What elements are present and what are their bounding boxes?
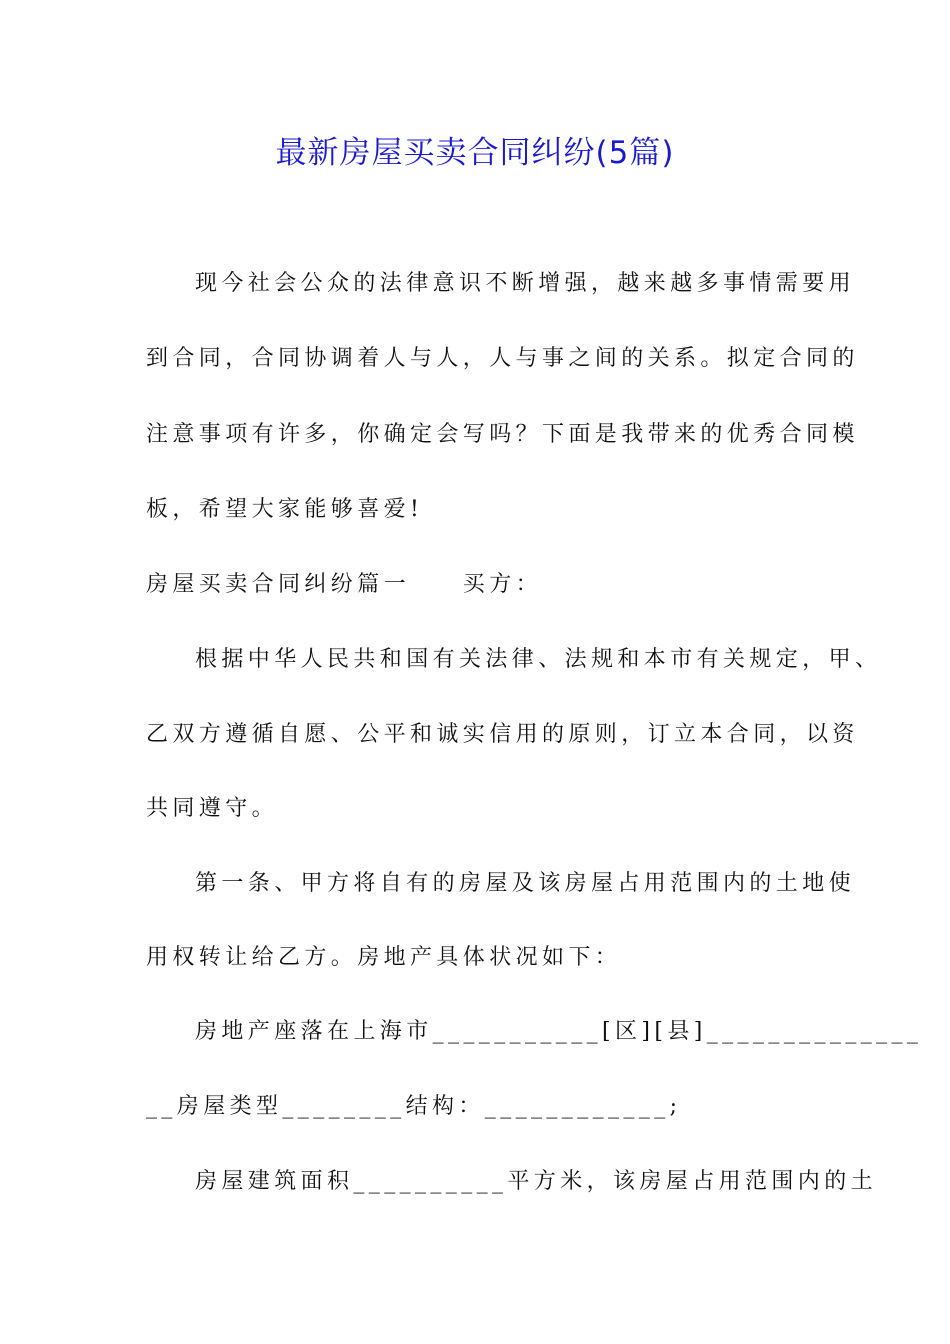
- paragraph-line: 房地产座落在上海市___________[区][县]______________: [195, 1019, 923, 1044]
- paragraph-line: 房屋建筑面积__________平方米，该房屋占用范围内的土: [195, 1169, 878, 1194]
- section-heading: 房屋买卖合同纠纷篇一 买方：: [146, 572, 543, 597]
- paragraph-line: 用权转让给乙方。房地产具体状况如下：: [146, 945, 622, 970]
- paragraph-line: __房屋类型________结构：____________;: [146, 1094, 682, 1119]
- paragraph-line: 到合同，合同协调着人与人，人与事之间的关系。拟定合同的: [146, 346, 859, 371]
- paragraph-line: 根据中华人民共和国有关法律、法规和本市有关规定，甲、: [195, 647, 882, 672]
- paragraph-line: 现今社会公众的法律意识不断增强，越来越多事情需要用: [195, 271, 856, 296]
- paragraph-line: 共同遵守。: [146, 796, 279, 821]
- paragraph-line: 板，希望大家能够喜爱!: [146, 497, 424, 522]
- document-title: 最新房屋买卖合同纠纷(5篇): [275, 135, 675, 171]
- paragraph-line: 注意事项有许多，你确定会写吗？下面是我带来的优秀合同模: [146, 422, 859, 447]
- paragraph-line: 第一条、甲方将自有的房屋及该房屋占用范围内的土地使: [195, 871, 856, 896]
- paragraph-line: 乙双方遵循自愿、公平和诚实信用的原则，订立本合同，以资: [146, 722, 859, 747]
